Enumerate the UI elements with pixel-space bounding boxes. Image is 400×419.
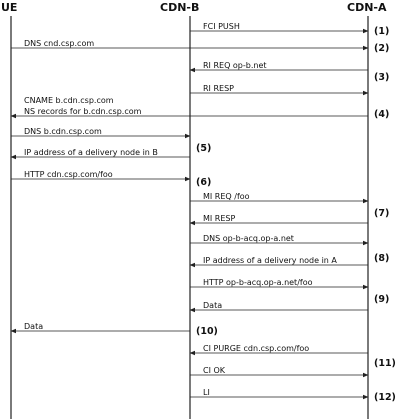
message-label: CI PURGE cdn.csp.com/foo bbox=[203, 344, 310, 353]
step-number: (8) bbox=[374, 253, 390, 264]
message-label: MI RESP bbox=[203, 214, 236, 223]
message-10 bbox=[190, 214, 368, 223]
message-11 bbox=[190, 234, 368, 243]
message-label: DNS cnd.csp.com bbox=[24, 39, 95, 48]
step-number: (3) bbox=[374, 72, 390, 83]
step-number: (5) bbox=[196, 143, 212, 154]
message-label: CI OK bbox=[203, 366, 226, 375]
message-17 bbox=[190, 366, 368, 375]
message-1 bbox=[190, 22, 368, 31]
message-6 bbox=[11, 127, 190, 136]
step-number: (7) bbox=[374, 208, 390, 219]
actor-cdn-a-label: CDN-A bbox=[347, 1, 387, 14]
message-label: MI REQ /foo bbox=[203, 192, 250, 201]
message-8 bbox=[11, 170, 190, 179]
message-label: LI bbox=[203, 388, 210, 397]
actor-ue-label: UE bbox=[1, 1, 18, 14]
message-label: RI RESP bbox=[203, 84, 234, 93]
message-13 bbox=[190, 278, 368, 287]
message-label: IP address of a delivery node in B bbox=[24, 148, 158, 157]
message-label: HTTP cdn.csp.com/foo bbox=[24, 170, 113, 179]
message-label: RI REQ op-b.net bbox=[203, 61, 267, 70]
step-number: (12) bbox=[374, 392, 396, 403]
message-18 bbox=[190, 388, 368, 397]
message-3 bbox=[190, 61, 368, 70]
message-label: DNS op-b-acq.op-a.net bbox=[203, 234, 294, 243]
step-number: (4) bbox=[374, 109, 390, 120]
message-label: CNAME b.cdn.csp.com bbox=[24, 96, 114, 105]
message-label: HTTP op-b-acq.op-a.net/foo bbox=[203, 278, 313, 287]
step-number: (1) bbox=[374, 26, 390, 37]
message-12 bbox=[190, 256, 368, 265]
message-label: NS records for b.cdn.csp.com bbox=[24, 107, 142, 116]
message-label: Data bbox=[203, 301, 223, 310]
message-label: IP address of a delivery node in A bbox=[203, 256, 337, 265]
step-number: (10) bbox=[196, 326, 218, 337]
message-label: DNS b.cdn.csp.com bbox=[24, 127, 102, 136]
message-9 bbox=[190, 192, 368, 201]
message-15 bbox=[11, 322, 190, 331]
actor-cdn-b-label: CDN-B bbox=[160, 1, 200, 14]
message-label: FCI PUSH bbox=[203, 22, 240, 31]
step-number: (9) bbox=[374, 294, 390, 305]
message-7 bbox=[11, 148, 190, 157]
message-16 bbox=[190, 344, 368, 353]
message-4 bbox=[190, 84, 368, 93]
step-number: (6) bbox=[196, 177, 212, 188]
step-number: (11) bbox=[374, 358, 396, 369]
message-label: Data bbox=[24, 322, 44, 331]
step-number: (2) bbox=[374, 43, 390, 54]
message-14 bbox=[190, 301, 368, 310]
